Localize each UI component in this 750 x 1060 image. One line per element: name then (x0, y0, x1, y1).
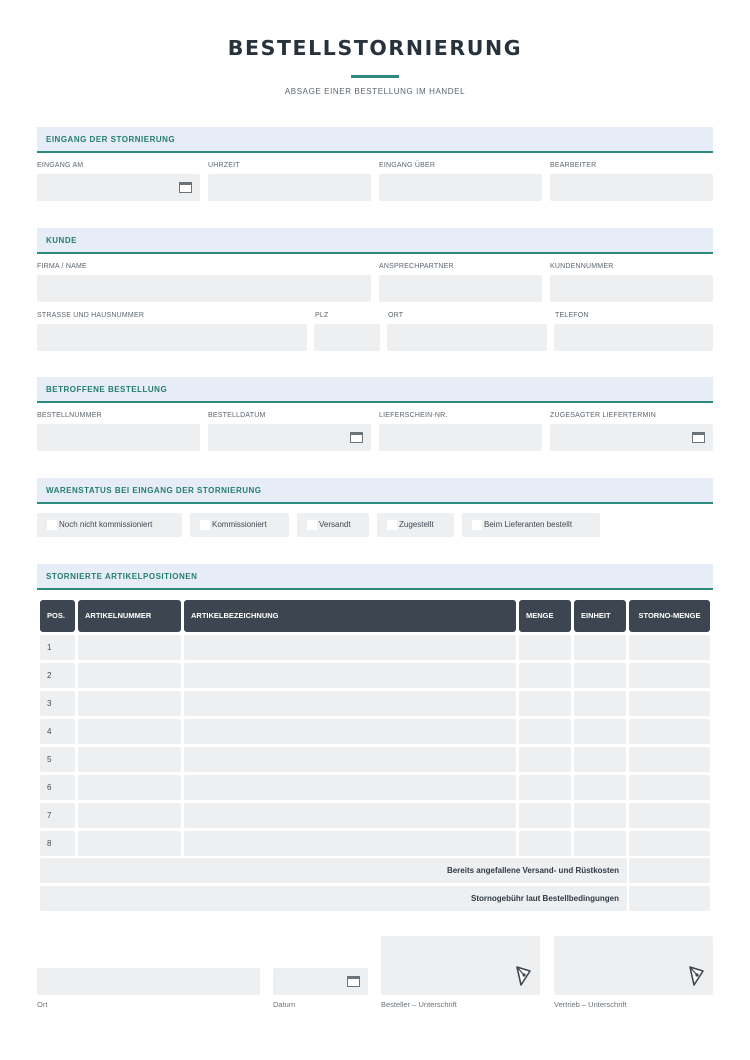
strasse-field[interactable] (37, 324, 307, 351)
cell-pos (40, 691, 75, 716)
row-number: 4 (47, 727, 52, 736)
section-title-positionen: STORNIERTE ARTIKELPOSITIONEN (46, 572, 198, 581)
label-lieferschein: LIEFERSCHEIN-NR. (379, 412, 448, 419)
section-header-eingang (37, 127, 713, 153)
label-telefon: TELEFON (555, 312, 589, 319)
ort-signature-field[interactable] (37, 968, 260, 995)
telefon-field[interactable] (554, 324, 713, 351)
column-header-artikelbezeichnung: ARTIKELBEZEICHNUNG (184, 600, 516, 632)
section-header-warenstatus (37, 478, 713, 504)
checkbox[interactable] (200, 520, 210, 530)
lieferschein-field[interactable] (379, 424, 542, 451)
column-header-menge: MENGE (519, 600, 571, 632)
cell-pos (40, 719, 75, 744)
cell-storno-menge[interactable] (629, 775, 710, 800)
cell-pos (40, 803, 75, 828)
cell-menge[interactable] (519, 775, 571, 800)
cell-artikelnummer[interactable] (78, 803, 181, 828)
row-number: 7 (47, 811, 52, 820)
versandkosten-label: Bereits angefallene Versand- und Rüstkosten (446, 866, 619, 875)
status-option-versandt[interactable] (297, 513, 369, 537)
cell-artikelnummer[interactable] (78, 747, 181, 772)
column-header-pos: POS. (40, 600, 75, 632)
cell-artikelnummer[interactable] (78, 831, 181, 856)
signature-label-datum: Datum (273, 1000, 296, 1009)
signature-label-besteller: Besteller – Unterschrift (381, 1000, 457, 1009)
cell-menge[interactable] (519, 719, 571, 744)
column-header-storno-menge: STORNO-MENGE (629, 600, 710, 632)
bearbeiter-field[interactable] (550, 174, 713, 201)
row-number: 8 (47, 839, 52, 848)
page-title: BESTELLSTORNIERUNG (227, 36, 523, 60)
ort-field[interactable] (387, 324, 547, 351)
label-liefertermin: ZUGESAGTER LIEFERTERMIN (550, 412, 656, 419)
status-option-label: Zugestellt (399, 520, 434, 529)
cell-artikelbezeichnung[interactable] (184, 691, 516, 716)
calendar-icon[interactable] (179, 182, 192, 193)
checkbox[interactable] (307, 520, 317, 530)
status-option-label: Noch nicht kommissioniert (59, 520, 153, 529)
besteller-signature-field[interactable] (381, 936, 540, 995)
row-number: 6 (47, 783, 52, 792)
status-option-kommissioniert[interactable] (190, 513, 289, 537)
cell-menge[interactable] (519, 635, 571, 660)
cell-pos (40, 747, 75, 772)
status-option-label: Versandt (319, 520, 351, 529)
calendar-icon[interactable] (347, 976, 360, 987)
label-strasse: STRASSE UND HAUSNUMMER (37, 312, 145, 319)
section-title-kunde: KUNDE (46, 236, 77, 245)
status-option-nicht-kommissioniert[interactable] (37, 513, 182, 537)
column-header-artikelnummer: ARTIKELNUMMER (78, 600, 181, 632)
status-option-zugestellt[interactable] (377, 513, 454, 537)
pen-nib-icon (688, 965, 705, 987)
cell-menge[interactable] (519, 747, 571, 772)
label-eingang-ueber: EINGANG ÜBER (379, 162, 436, 169)
stornogebuehr-field[interactable] (629, 886, 710, 911)
cell-storno-menge[interactable] (629, 803, 710, 828)
ansprechpartner-field[interactable] (379, 275, 542, 302)
vertrieb-signature-field[interactable] (554, 936, 713, 995)
cell-einheit[interactable] (574, 635, 626, 660)
cell-artikelbezeichnung[interactable] (184, 803, 516, 828)
label-bearbeiter: BEARBEITER (550, 162, 597, 169)
cell-menge[interactable] (519, 803, 571, 828)
bestellnummer-field[interactable] (37, 424, 200, 451)
section-title-warenstatus: WARENSTATUS BEI EINGANG DER STORNIERUNG (46, 486, 262, 495)
label-bestelldatum: BESTELLDATUM (208, 412, 266, 419)
eingang-am-field[interactable] (37, 174, 200, 201)
title-underline (351, 75, 399, 78)
cell-artikelbezeichnung[interactable] (184, 775, 516, 800)
cell-menge[interactable] (519, 691, 571, 716)
stornogebuehr-row (40, 886, 627, 911)
versandkosten-field[interactable] (629, 858, 710, 883)
cell-storno-menge[interactable] (629, 831, 710, 856)
cell-menge[interactable] (519, 831, 571, 856)
label-plz: PLZ (315, 312, 329, 319)
cell-storno-menge[interactable] (629, 691, 710, 716)
pen-nib-icon (515, 965, 532, 987)
cell-einheit[interactable] (574, 663, 626, 688)
cell-einheit[interactable] (574, 775, 626, 800)
checkbox[interactable] (387, 520, 397, 530)
cell-artikelbezeichnung[interactable] (184, 719, 516, 744)
page-subtitle: ABSAGE EINER BESTELLUNG IM HANDEL (284, 87, 466, 96)
cell-artikelnummer[interactable] (78, 719, 181, 744)
signature-label-ort: Ort (37, 1000, 48, 1009)
cell-storno-menge[interactable] (629, 663, 710, 688)
cell-artikelnummer[interactable] (78, 635, 181, 660)
cell-einheit[interactable] (574, 691, 626, 716)
cell-einheit[interactable] (574, 719, 626, 744)
kundennummer-field[interactable] (550, 275, 713, 302)
status-option-lieferant[interactable] (462, 513, 600, 537)
cell-artikelbezeichnung[interactable] (184, 663, 516, 688)
label-ort: ORT (388, 312, 404, 319)
cell-einheit[interactable] (574, 831, 626, 856)
label-firma: FIRMA / NAME (37, 263, 87, 270)
cell-storno-menge[interactable] (629, 747, 710, 772)
cell-einheit[interactable] (574, 747, 626, 772)
uhrzeit-field[interactable] (208, 174, 371, 201)
column-header-einheit: EINHEIT (574, 600, 626, 632)
cell-menge[interactable] (519, 663, 571, 688)
status-option-label: Beim Lieferanten bestellt (484, 520, 573, 529)
row-number: 2 (47, 671, 52, 680)
checkbox[interactable] (472, 520, 482, 530)
cell-pos (40, 635, 75, 660)
cell-storno-menge[interactable] (629, 635, 710, 660)
versandkosten-row (40, 858, 627, 883)
cell-storno-menge[interactable] (629, 719, 710, 744)
stornogebuehr-label: Stornogebühr laut Bestellbedingungen (471, 894, 619, 903)
section-header-kunde (37, 228, 713, 254)
checkbox[interactable] (47, 520, 57, 530)
status-option-label: Kommissioniert (212, 520, 267, 529)
row-number: 3 (47, 699, 52, 708)
bestelldatum-field[interactable] (208, 424, 371, 451)
cell-pos (40, 775, 75, 800)
cell-pos (40, 831, 75, 856)
calendar-icon[interactable] (692, 432, 705, 443)
signature-label-vertrieb: Vertrieb – Unterschrift (554, 1000, 627, 1009)
cell-artikelnummer[interactable] (78, 663, 181, 688)
plz-field[interactable] (314, 324, 380, 351)
label-kundennummer: KUNDENNUMMER (550, 263, 614, 270)
cell-artikelbezeichnung[interactable] (184, 831, 516, 856)
label-uhrzeit: UHRZEIT (208, 162, 240, 169)
section-header-bestellung (37, 377, 713, 403)
liefertermin-field[interactable] (550, 424, 713, 451)
firma-field[interactable] (37, 275, 371, 302)
label-ansprechpartner: ANSPRECHPARTNER (379, 263, 454, 270)
section-title-eingang: EINGANG DER STORNIERUNG (46, 135, 176, 144)
row-number: 5 (47, 755, 52, 764)
section-title-bestellung: BETROFFENE BESTELLUNG (46, 385, 168, 394)
label-bestellnummer: BESTELLNUMMER (37, 412, 102, 419)
section-header-positionen (37, 564, 713, 590)
cell-pos (40, 663, 75, 688)
cell-artikelbezeichnung[interactable] (184, 635, 516, 660)
cell-artikelnummer[interactable] (78, 691, 181, 716)
eingang-ueber-field[interactable] (379, 174, 542, 201)
label-eingang-am: EINGANG AM (37, 162, 84, 169)
datum-signature-field[interactable] (273, 968, 368, 995)
cell-artikelbezeichnung[interactable] (184, 747, 516, 772)
row-number: 1 (47, 643, 52, 652)
calendar-icon[interactable] (350, 432, 363, 443)
cell-artikelnummer[interactable] (78, 775, 181, 800)
cell-einheit[interactable] (574, 803, 626, 828)
